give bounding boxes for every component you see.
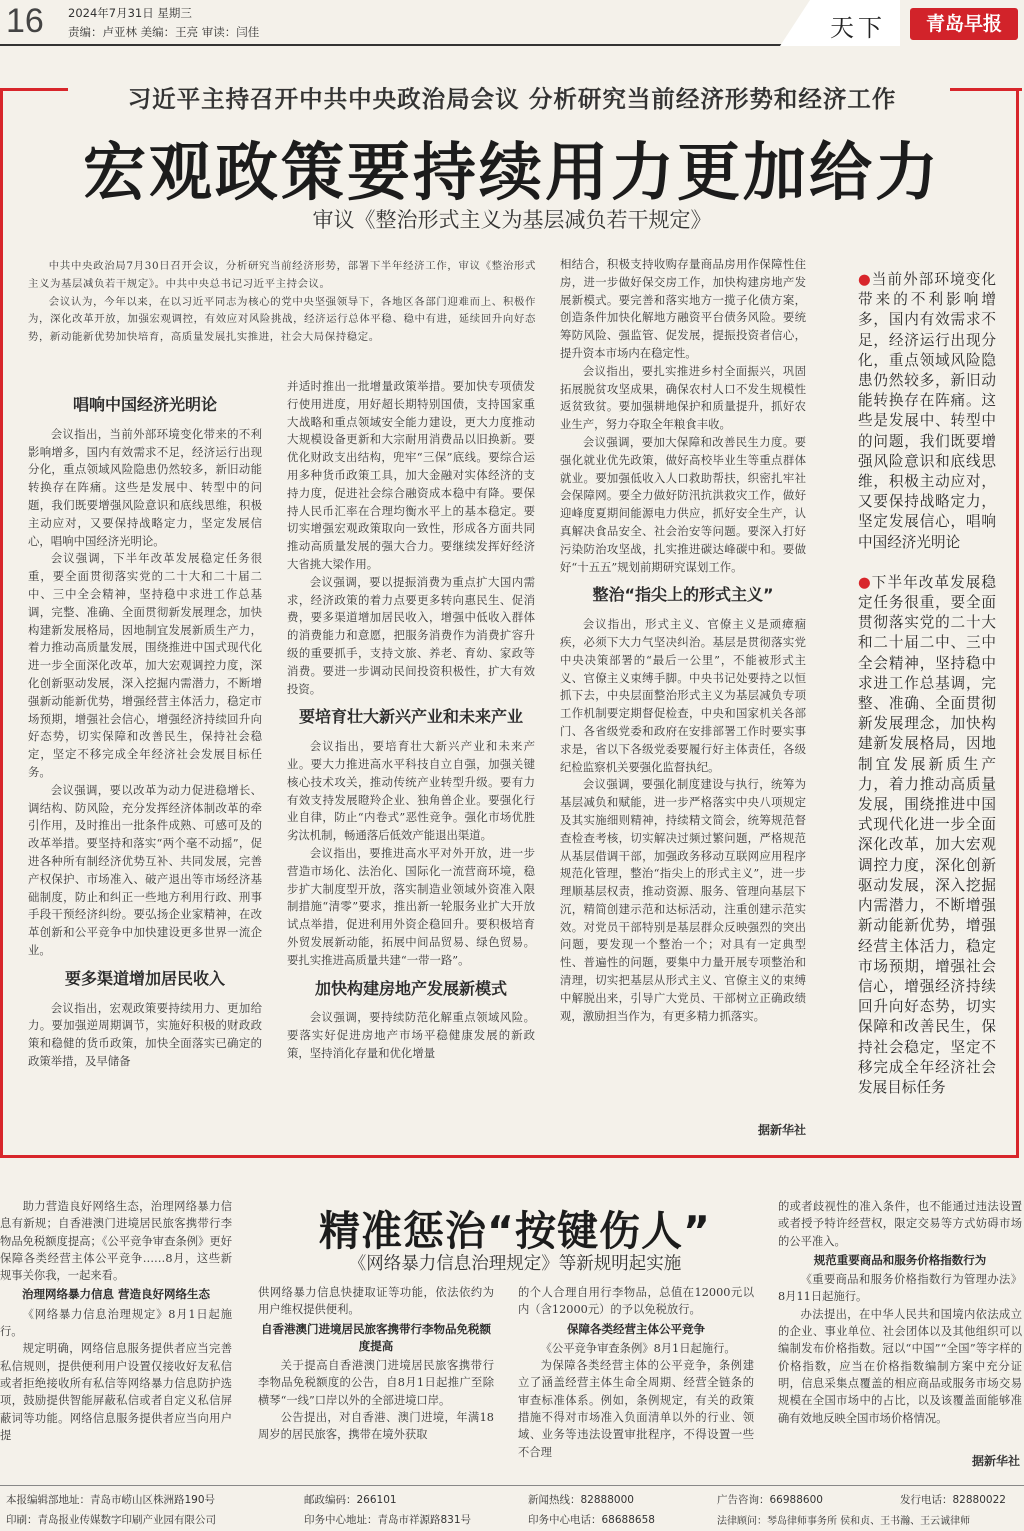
paragraph: 会议强调，要以改革为动力促进稳增长、调结构、防风险，充分发挥经济体制改革的牵引作用，及时推出一批条件成熟、可感可及的改革举措。要坚持和落实“两个毫不动摇”，促进各种所有制经济优势互补、共同发展，完善产权保护、市场准入、破产退出等市场经济基础制度，防止和纠正一些地方利用行政、刑事手段干预经济纠纷。要弘扬企业家精神，在改革创新和公平竞争中加快建设更多世界一流企业。 xyxy=(28,782,262,957)
issue-date: 2024年7月31日 星期三 xyxy=(68,6,192,20)
second-column-3 xyxy=(518,1284,754,1468)
footer-address: 本报编辑部地址：青岛市崂山区株洲路190号 xyxy=(6,1494,216,1506)
frame-top-right xyxy=(950,88,1022,91)
paragraph: 会议指出，宏观政策要持续用力、更加给力。要加强逆周期调节，实施好积极的财政政策和稳健的货币政策，加快全面落实已确定的政策举措，及早储备 xyxy=(28,1000,262,1068)
section-heading: 唱响中国经济光明论 xyxy=(72,395,217,414)
footer-legal: 法律顾问：琴岛律师事务所 侯和贞、王书瀚、王云诚律师 xyxy=(717,1516,971,1527)
paragraph: 会议强调，要加大保障和改善民生力度。要强化就业优先政策，做好高校毕业生等重点群体就业。要加强低收入人口救助帮扶，织密扎牢社会保障网。要全力做好防汛抗洪救灾工作，做好迎峰度夏期间能源电力供应，抓好安全生产，认真解决食品安全、社会治安等问题。要深入打好污染防治攻坚战，扎实推进碳达峰碳中和。要做好“十五五”规划前期研究谋划工作。 xyxy=(560,434,806,574)
top-story-lead xyxy=(28,258,536,368)
paragraph: 会议指出，要培育壮大新兴产业和未来产业。要大力推进高水平科技自立自强，加强关键核心技术攻关，推动传统产业转型升级。要有力有效支持发展瞪羚企业、独角兽企业。要强化行业自律，防止“内卷式”恶性竞争。强化市场优胜劣汰机制，畅通落后低效产能退出渠道。 xyxy=(287,739,535,843)
paragraph: 相结合，积极支持收购存量商品房用作保障性住房，进一步做好保交房工作，加快构建房地产发展新模式。要完善和落实地方一揽子化债方案，创造条件加快化解地方融资平台债务风险。要统筹防风险、强监管、促发展，提振投资者信心，提升资本市场内在稳定性。 xyxy=(560,257,806,360)
header-rule xyxy=(0,44,800,46)
paragraph: 公告提出，对自香港、澳门进境，年满18周岁的居民旅客，携带在境外获取 xyxy=(258,1411,494,1442)
bullet-icon: ● xyxy=(858,573,872,591)
paragraph: 《网络暴力信息治理规定》8月1日起施行。 xyxy=(0,1307,232,1339)
paragraph: 关于提高自香港澳门进境居民旅客携带行李物品免税额度的公告，自8月1日起推广至除横琴“一线”口岸以外的全部进境口岸。 xyxy=(258,1359,494,1407)
article-column-1 xyxy=(28,386,262,1138)
footer-printer: 印刷：青岛报业传媒数字印刷产业园有限公司 xyxy=(6,1514,216,1526)
paragraph: 会议强调，下半年改革发展稳定任务很重，要全面贯彻落实党的二十大和二十届二中、三中全会精神，坚持稳中求进工作总基调，完整、准确、全面贯彻新发展理念，加快构建新发展格局，因地制宜发展新质生产力，着力推动高质量发展，围绕推进中国式现代化进一步全面深化改革，加大宏观调控力度，深化创新驱动发展，深入挖掘内需潜力，不断增强新动能新优势，增强经营主体活力，稳定市场预期，增强社会信心，增强经济持续回升向好态势，切实保障和改善民生，保持社会稳定，坚定不移完成全年经济社会发展目标任务。 xyxy=(28,551,262,779)
footer-print-center: 印务中心地址：青岛市祥源路831号 xyxy=(304,1514,472,1526)
paragraph: 会议指出，当前外部环境变化带来的不利影响增多，国内有效需求不足，经济运行出现分化，重点领域风险隐患仍然较多，新旧动能转换存在阵痛。这些是发展中、转型中的问题，我们既要增强风险意识和底线思维，积极主动应对，又要保持战略定力，坚定发展信心，唱响中国经济光明论。 xyxy=(28,426,262,548)
paragraph: 会议强调，要强化制度建设与执行，统筹为基层减负和赋能，进一步严格落实中央八项规定及其实施细则精神，持续精文简会，统筹规范督查检查考核，切实解决过频过繁问题，严格规范从基层借调干部，加强政务移动互联网应用程序规范化管理，整治“指尖上的形式主义”，进一步理顺基层权责，推动资源、服务、管理向基层下沉，精简创建示范和达标活动，注重创建示范实效。对党员干部特别是基层群众反映强烈的突出问题，要发现一个整治一个；对具有一定典型性、普遍性的问题，要集中力量开展专项整治和清理，切实把基层从形式主义、官僚主义的束缚中解脱出来，引导广大党员、干部树立正确政绩观，激励担当作为，有更多精力抓落实。 xyxy=(560,777,806,1023)
pull-quote: ●当前外部环境变化带来的不利影响增多，国内有效需求不足，经济运行出现分化，重点领域风险隐患仍然较多，新旧动能转换存在阵痛。这些是发展中、转型中的问题，我们既要增强风险意识和底线思维，积极主动应对，又要保持战略定力，坚定发展信心，唱响中国经济光明论 xyxy=(858,271,996,551)
paragraph: 规定明确，网络信息服务提供者应当完善私信规则，提供便利用户设置仅接收好友私信或者拒绝接收所有私信等网络暴力信息防护选项，鼓励提供智能屏蔽私信或者自定义私信屏蔽词等功能。网络信息服务提供者应当向用户提 xyxy=(0,1342,232,1442)
paragraph: 并适时推出一批增量政策举措。要加快专项债发行使用进度，用好超长期特别国债，支持国家重大战略和重点领域安全能力建设，更大力度推动大规模设备更新和大宗耐用消费品以旧换新。要优化财政支出结构，兜牢“三保”底线。要综合运用多种货币政策工具，加大金融对实体经济的支持力度，促进社会综合融资成本稳中有降。要保持人民币汇率在合理均衡水平上的基本稳定。要切实增强宏观政策取向一致性，形成各方面共同推动高质量发展的强大合力。要继续发挥好经济大省挑大梁作用。 xyxy=(287,379,535,571)
second-story-headline: 精准惩治“按键伤人” xyxy=(319,1207,711,1255)
section-name: 天下 xyxy=(830,14,886,42)
pull-quote: ●下半年改革发展稳定任务很重，要全面贯彻落实党的二十大和二十届二中、三中全会精神，坚持稳中求进工作总基调，完整、准确、全面贯彻新发展理念，加快构建新发展格局，因地制宜发展新质生产力，着力推动高质量发展，围绕推进中国式现代化进一步全面深化改革，加大宏观调控力度，深化创新驱动发展，深入挖掘内需潜力，不断增强新动能新优势，增强经营主体活力，稳定市场预期，增强社会信心，增强经济持续回升向好态势，切实保障和改善民生，保持社会稳定，坚定不移完成全年经济社会发展目标任务 xyxy=(858,573,996,1096)
paragraph: 《重要商品和服务价格指数行为管理办法》8月11日起施行。 xyxy=(778,1273,1022,1304)
footer-print-phone: 印务中心电话：68688658 xyxy=(528,1514,655,1526)
paragraph: 会议强调，要以提振消费为重点扩大国内需求，经济政策的着力点要更多转向惠民生、促消费，要多渠道增加居民收入，增强中低收入群体的消费能力和意愿，把服务消费作为消费扩容升级的重要抓手，支持文旅、养老、育幼、家政等消费。要进一步调动民间投资积极性，扩大有效投资。 xyxy=(287,574,535,696)
subheading: 规范重要商品和服务价格指数行为 xyxy=(813,1252,987,1267)
byline: 据新华社 xyxy=(757,1123,806,1137)
subheading: 保障各类经营主体公平竞争 xyxy=(567,1321,705,1336)
paragraph: 《公平竞争审查条例》8月1日起施行。 xyxy=(540,1341,736,1355)
footer-hotline: 新闻热线：82888000 xyxy=(528,1494,634,1506)
top-story-kicker: 习近平主持召开中共中央政治局会议 分析研究当前经济形势和经济工作 xyxy=(127,85,897,113)
section-heading: 加快构建房地产发展新模式 xyxy=(314,978,507,998)
section-heading: 要培育壮大新兴产业和未来产业 xyxy=(298,707,523,727)
second-column-1 xyxy=(0,1198,232,1466)
paragraph: 助力营造良好网络生态，治理网络暴力信息有新规；自香港澳门进境居民旅客携带行李物品免税额度提高；《公平竞争审查条例》更好保障各类经营主体公平竞争……8月，这些新规事关你我，一起来看。 xyxy=(0,1200,232,1283)
second-column-4 xyxy=(778,1198,1022,1452)
second-story-subhead: 《网络暴力信息治理规定》等新规明起实施 xyxy=(348,1254,682,1274)
section-heading: 要多渠道增加居民收入 xyxy=(64,968,225,988)
lead-paragraph-2: 会议认为，今年以来，在以习近平同志为核心的党中央坚强领导下，各地区各部门迎难而上、积极作为，深化改革开放，加强宏观调控，有效应对风险挑战，经济运行总体平稳、稳中有进，延续回升向好态势，新动能新优势加快培育，高质量发展扎实推进，社会大局保持稳定。 xyxy=(28,295,536,344)
section-heading: 整治“指尖上的形式主义” xyxy=(592,585,774,605)
footer-rule xyxy=(0,1485,1024,1486)
paragraph: 办法提出，在中华人民共和国境内依法成立的企业、事业单位、社会团体以及其他组织可以编制发布价格指数。冠以“中国”“全国”等字样的价格指数，应当在价格指数编制方案中充分证明，信息采集点覆盖的相应商品或服务市场交易规模在全国市场中的占比，以及该覆盖面能够准确有效地反映全国市场价格情况。 xyxy=(778,1307,1022,1425)
paragraph: 供网络暴力信息快捷取证等功能，依法依约为用户维权提供便利。 xyxy=(258,1286,494,1317)
footer-ad: 广告咨询：66988600 xyxy=(717,1494,823,1506)
second-column-2 xyxy=(258,1284,494,1468)
paragraph: 会议指出，要推进高水平对外开放，进一步营造市场化、法治化、国际化一流营商环境，稳步扩大制度型开放，落实制造业领域外资准入限制措施“清零”要求，推出新一轮服务业扩大开放试点举措，促进利用外资企稳回升。要积极培育外贸发展新动能，拓展中间品贸易、绿色贸易。要扎实推进高质量共建“一带一路”。 xyxy=(287,845,535,967)
frame-top-left xyxy=(0,88,68,91)
top-story-subhead: 审议《整治形式主义为基层减负若干规定》 xyxy=(312,208,712,232)
pull-quotes xyxy=(858,270,996,1140)
newspaper-logo: 青岛早报 xyxy=(910,8,1018,40)
bullet-icon: ● xyxy=(858,271,872,288)
paragraph: 的或者歧视性的准入条件，也不能通过违法设置或者授予特许经营权，限定交易等方式妨碍市场的公平准入。 xyxy=(778,1200,1022,1248)
article-column-2 xyxy=(287,378,535,1138)
subheading: 自香港澳门进境居民旅客携带行李物品免税额度提高 xyxy=(261,1321,491,1353)
footer-postcode: 邮政编码：266101 xyxy=(304,1494,397,1506)
article-column-3 xyxy=(560,256,806,1118)
paragraph: 为保障各类经营主体的公平竞争，条例建立了涵盖经营主体生命全周期、经营全链条的审查标准体系。例如，条例规定，有关的政策措施不得对市场准入负面清单以外的行业、领域、业务等违法设置审批程序，不得设置一些不合理 xyxy=(518,1359,754,1459)
paragraph: 会议强调，要持续防范化解重点领域风险。要落实好促进房地产市场平稳健康发展的新政策，坚持消化存量和优化增量 xyxy=(287,1010,535,1060)
page-number: 16 xyxy=(6,2,44,40)
paragraph: 的个人合理自用行李物品，总值在12000元以内（含12000元）的予以免税放行。 xyxy=(518,1286,754,1317)
footer-distribution: 发行电话：82880022 xyxy=(900,1494,1006,1506)
paragraph: 会议指出，要扎实推进乡村全面振兴，巩固拓展脱贫攻坚成果，确保农村人口不发生规模性返贫致贫。要加强耕地保护和质量提升，抓好农业生产，努力夺取全年粮食丰收。 xyxy=(560,363,806,432)
paragraph: 会议指出，形式主义、官僚主义是顽瘴痼疾，必须下大力气坚决纠治。基层是贯彻落实党中央决策部署的“最后一公里”，不能被形式主义、官僚主义束缚手脚。中央书记处要持之以恒抓下去，中央层面整治形式主义为基层减负专项工作机制要定期督促检查，中央和国家机关各部门、各省级党委和政府在安排部署工作时要实事求是，省以下各级党委要履行好主体责任，各级纪检监察机关要强化监督执纪。 xyxy=(560,617,806,774)
lead-paragraph: 中共中央政治局7月30日召开会议，分析研究当前经济形势，部署下半年经济工作，审议《整治形式主义为基层减负若干规定》。中共中央总书记习近平主持会议。 xyxy=(28,260,536,290)
editor-credits: 责编：卢亚林 美编：王亮 审读：闫佳 xyxy=(68,25,260,39)
byline: 据新华社 xyxy=(971,1454,1020,1468)
top-story-headline: 宏观政策要持续用力更加给力 xyxy=(83,136,941,209)
subheading: 治理网络暴力信息 营造良好网络生态 xyxy=(21,1287,210,1302)
